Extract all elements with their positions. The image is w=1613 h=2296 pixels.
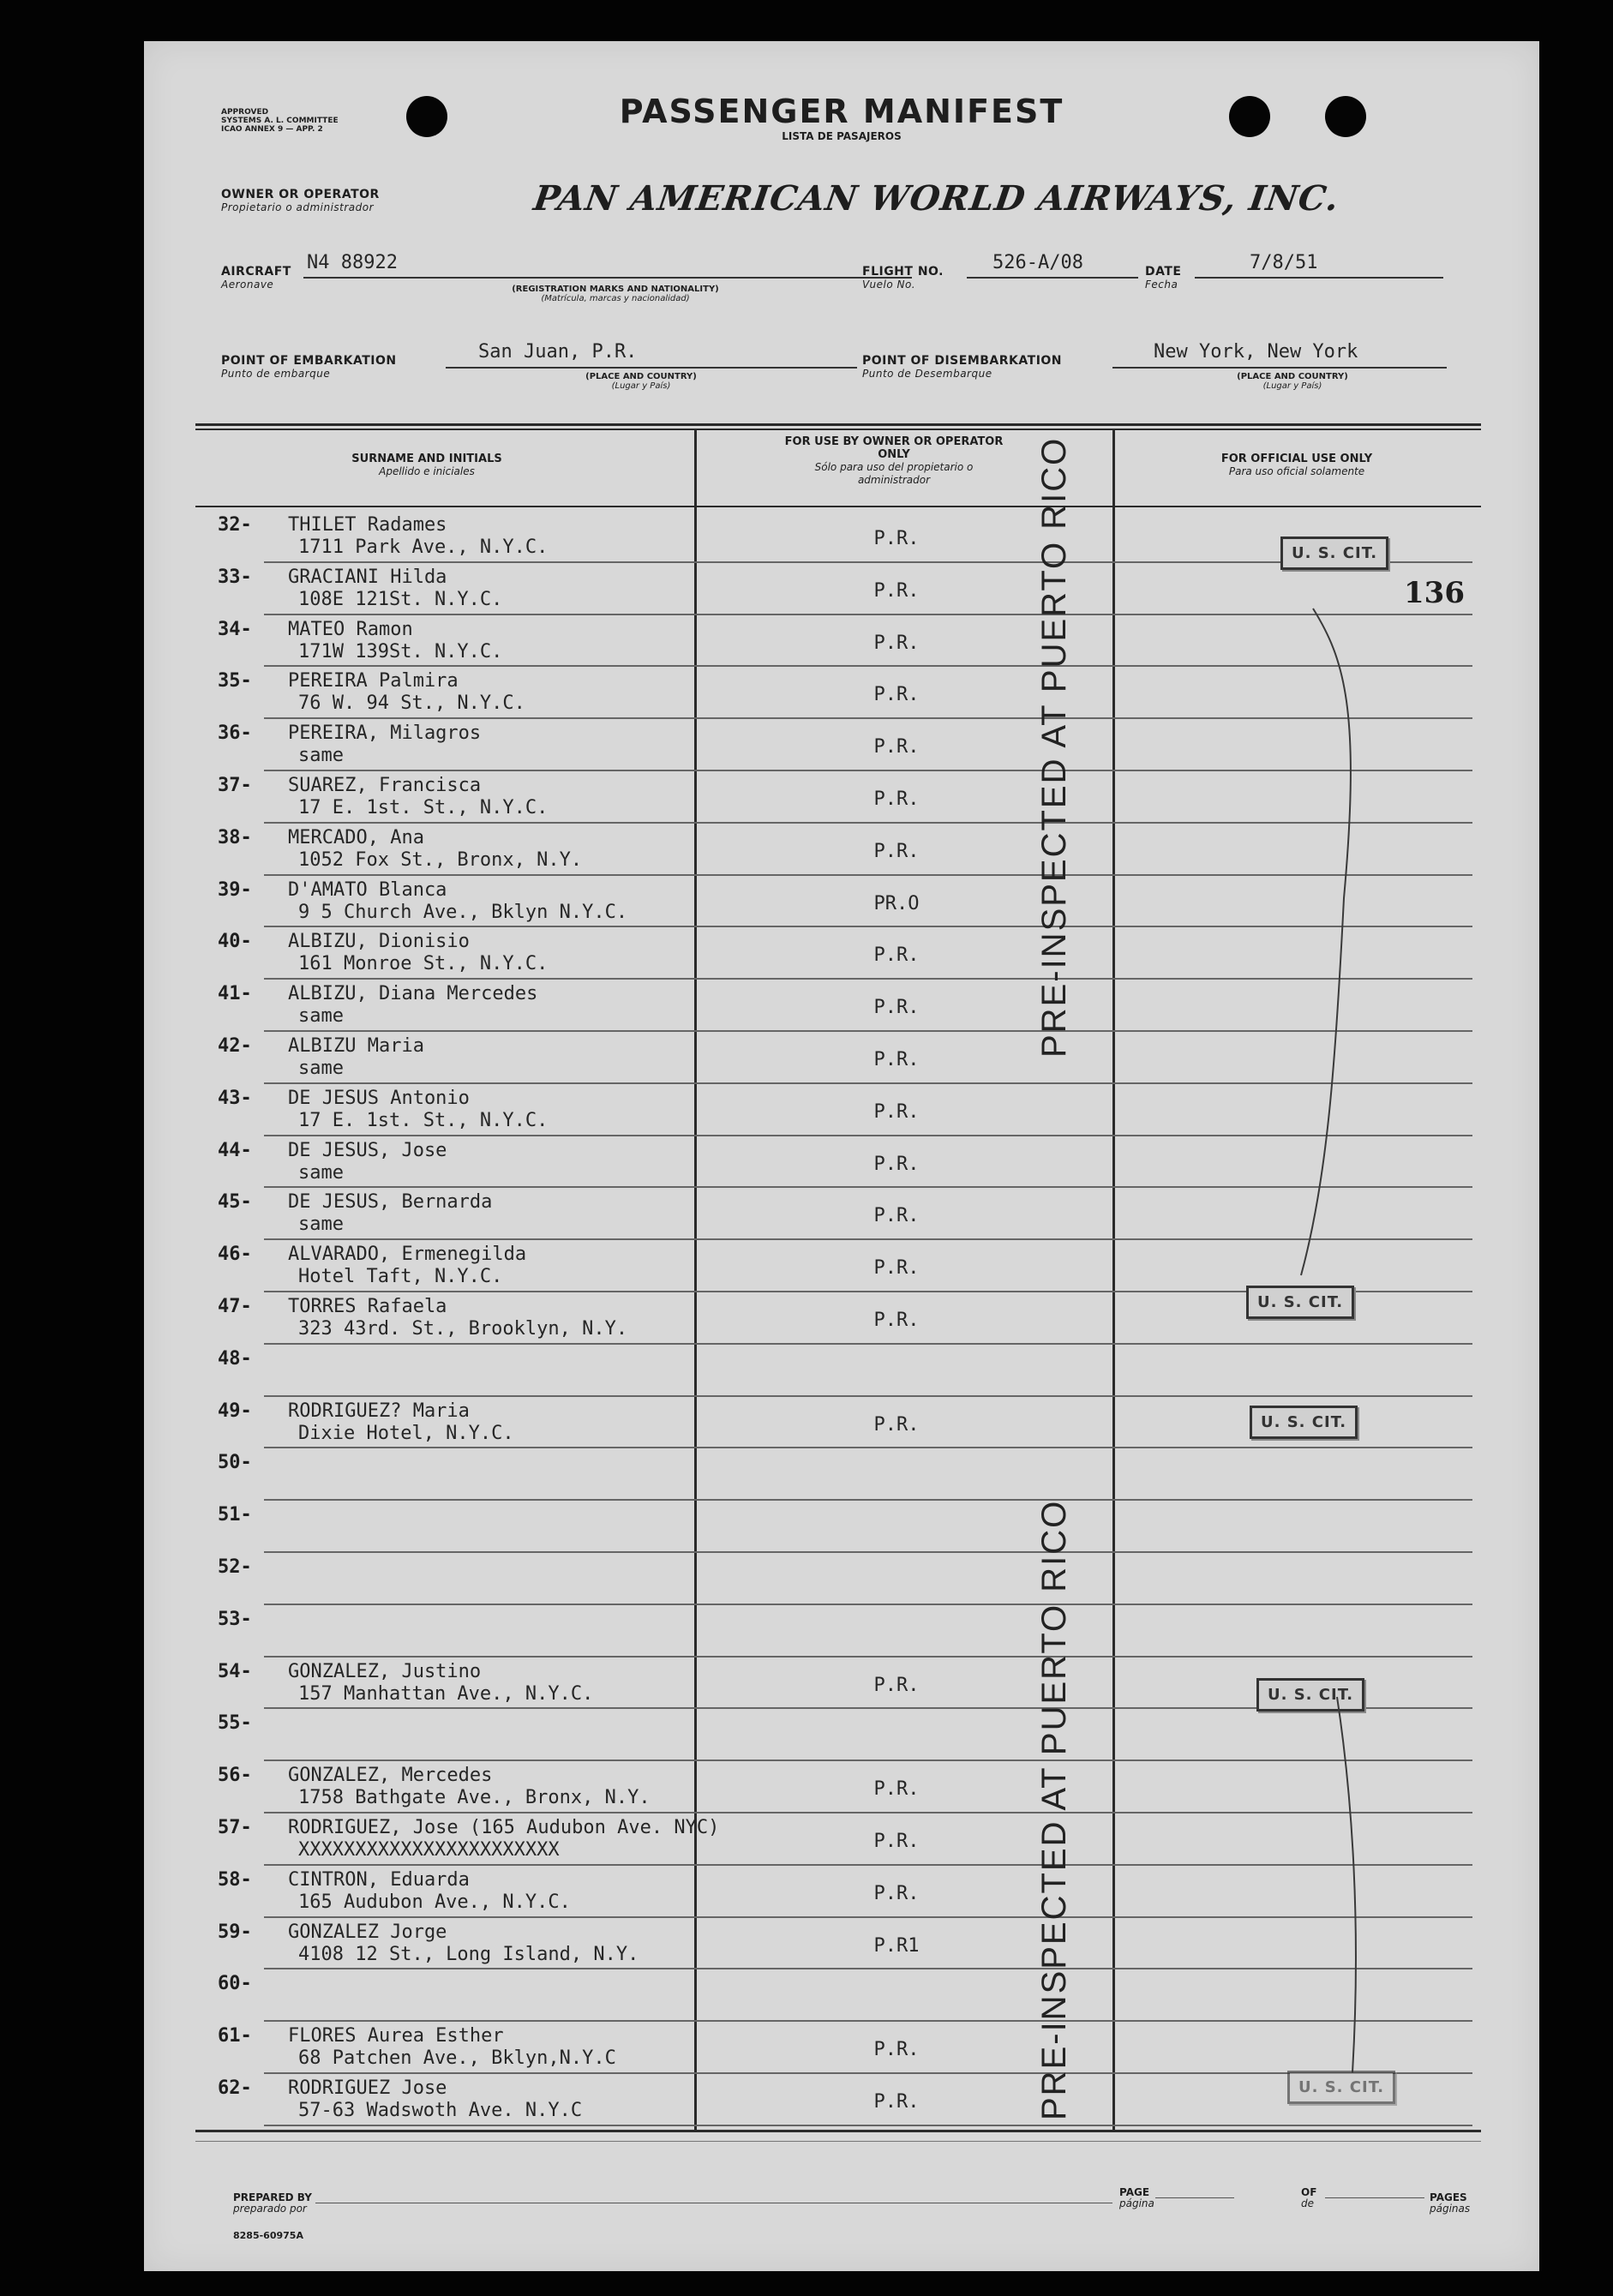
passenger-name: GONZALEZ Jorge — [288, 1921, 447, 1943]
us-cit-stamp-5: U. S. CIT. — [1287, 2071, 1395, 2104]
passenger-address: 323 43rd. St., Brooklyn, N.Y. — [298, 1318, 628, 1340]
row-number: 39- — [218, 878, 252, 901]
passenger-name: RODRIGUEZ Jose — [288, 2077, 447, 2099]
passenger-code: P.R. — [873, 944, 920, 967]
disembarkation-label: POINT OF DISEMBARKATION Punto de Desembarque — [862, 354, 1063, 380]
row-number: 61- — [218, 2025, 252, 2047]
page-label: PAGE página — [1119, 2186, 1154, 2209]
passenger-code: P.R1 — [873, 1934, 920, 1957]
us-cit-stamp-1: U. S. CIT. — [1280, 537, 1388, 570]
us-cit-stamp-3: U. S. CIT. — [1250, 1406, 1358, 1439]
preinspected-stamp-bottom: PRE-INSPECTED AT PUERTO RICO — [1035, 1499, 1073, 2120]
passenger-address: same — [298, 1214, 344, 1236]
date-value: 7/8/51 — [1250, 252, 1318, 273]
preinspected-stamp-top: PRE-INSPECTED AT PUERTO RICO — [1035, 436, 1073, 1058]
registration-note: (REGISTRATION MARKS AND NATIONALITY) (Matrícula, marcas y nacionalidad) — [512, 285, 719, 303]
row-number: 58- — [218, 1868, 252, 1891]
passenger-code: P.R. — [873, 1831, 920, 1852]
passenger-name: THILET Radames — [288, 514, 447, 536]
passenger-name: DE JESUS, Jose — [288, 1139, 447, 1161]
passenger-address: 1758 Bathgate Ave., Bronx, N.Y. — [298, 1787, 651, 1809]
passenger-code: P.R. — [873, 1153, 920, 1175]
row-number: 49- — [218, 1400, 252, 1422]
row-number: 53- — [218, 1608, 252, 1630]
row-number: 33- — [218, 566, 252, 588]
row-number: 42- — [218, 1035, 252, 1057]
row-number: 34- — [218, 618, 252, 640]
page-title: PASSENGER MANIFEST — [619, 93, 1064, 130]
passenger-address: 4108 12 St., Long Island, N.Y. — [298, 1943, 639, 1965]
embarkation-label: POINT OF EMBARKATION Punto de embarque — [221, 354, 397, 380]
owner-use-column-header: FOR USE BY OWNER OR OPERATOR ONLY Sólo para uso del propietario o administrador — [784, 435, 1004, 486]
manifest-sheet — [144, 41, 1539, 2271]
passenger-address: 161 Monroe St., N.Y.C. — [298, 953, 549, 975]
disembarkation-value: New York, New York — [1154, 341, 1358, 363]
passenger-code: P.R. — [873, 840, 920, 862]
passenger-code: P.R. — [873, 684, 920, 706]
passenger-address: 76 W. 94 St., N.Y.C. — [298, 692, 525, 715]
flight-label: FLIGHT NO. Vuelo No. — [862, 265, 944, 291]
passenger-name: FLORES Aurea Esther — [288, 2025, 504, 2047]
passenger-name: DE JESUS, Bernarda — [288, 1191, 493, 1214]
passenger-code: P.R. — [873, 579, 920, 602]
passenger-address: 108E 121St. N.Y.C. — [298, 588, 503, 610]
passenger-code: P.R. — [873, 1100, 920, 1123]
row-number: 54- — [218, 1660, 252, 1682]
row-number: 51- — [218, 1504, 252, 1526]
passenger-code: P.R. — [873, 1310, 920, 1331]
prepared-by-label: PREPARED BY preparado por — [233, 2191, 312, 2215]
row-number: 47- — [218, 1296, 252, 1317]
page-underline — [1155, 2197, 1234, 2198]
row-number: 43- — [218, 1087, 252, 1109]
embarkation-place-note: (PLACE AND COUNTRY) (Lugar y País) — [585, 372, 697, 391]
passenger-name: PEREIRA, Milagros — [288, 722, 482, 745]
passenger-code: P.R. — [873, 788, 920, 810]
passenger-address: 1052 Fox St., Bronx, N.Y. — [298, 848, 583, 871]
passenger-name: RODRIGUEZ? Maria — [288, 1400, 470, 1422]
passenger-address: same — [298, 1058, 344, 1079]
passenger-name: CINTRON, Eduarda — [288, 1868, 470, 1891]
page-subtitle: LISTA DE PASAJEROS — [782, 130, 902, 142]
row-number: 40- — [218, 931, 252, 953]
embarkation-value: San Juan, P.R. — [478, 341, 638, 363]
passenger-code: P.R. — [873, 2039, 920, 2061]
row-number: 62- — [218, 2077, 252, 2099]
aircraft-value: N4 88922 — [307, 252, 398, 273]
of-label: OF de — [1301, 2186, 1317, 2209]
row-number: 32- — [218, 514, 252, 536]
passenger-address: same — [298, 1161, 344, 1184]
passenger-code: P.R. — [873, 1049, 920, 1070]
passenger-code: P.R. — [873, 2091, 920, 2113]
passenger-code: P.R. — [873, 1778, 920, 1801]
passenger-code: P.R. — [873, 1674, 920, 1696]
us-cit-stamp-4: U. S. CIT. — [1256, 1678, 1364, 1712]
passenger-count-note: 136 — [1404, 576, 1465, 610]
footer-rule — [195, 2141, 1481, 2142]
passenger-code: P.R. — [873, 997, 920, 1019]
owner-label: OWNER OR OPERATOR Propietario o administrador — [221, 188, 380, 213]
passenger-name: PEREIRA Palmira — [288, 670, 459, 692]
disembarkation-place-note: (PLACE AND COUNTRY) (Lugar y País) — [1237, 372, 1348, 391]
row-number: 48- — [218, 1347, 252, 1370]
passenger-name: TORRES Rafaela — [288, 1296, 447, 1317]
passenger-name: GONZALEZ, Mercedes — [288, 1765, 493, 1787]
date-label: DATE Fecha — [1145, 265, 1182, 291]
official-use-column-header: FOR OFFICIAL USE ONLY Para uso oficial solamente — [1220, 453, 1373, 477]
row-number: 60- — [218, 1973, 252, 1995]
passenger-address: Hotel Taft, N.Y.C. — [298, 1266, 503, 1288]
passenger-name: ALBIZU, Dionisio — [288, 931, 470, 953]
passenger-code: P.R. — [873, 1257, 920, 1280]
row-number: 55- — [218, 1712, 252, 1735]
passenger-code: P.R. — [873, 528, 920, 549]
passenger-address: same — [298, 745, 344, 767]
passenger-code: PR.O — [873, 892, 920, 914]
row-number: 50- — [218, 1452, 252, 1474]
row-number: 44- — [218, 1139, 252, 1161]
surname-column-header: SURNAME AND INITIALS Apellido e iniciales — [351, 453, 502, 477]
passenger-address: 1711 Park Ave., N.Y.C. — [298, 537, 549, 558]
passenger-code: P.R. — [873, 1413, 920, 1436]
passenger-name: ALBIZU, Diana Mercedes — [288, 983, 538, 1005]
passenger-name: ALVARADO, Ermenegilda — [288, 1244, 527, 1266]
row-number: 35- — [218, 670, 252, 692]
row-number: 57- — [218, 1817, 252, 1838]
form-number: 8285-60975A — [233, 2230, 303, 2241]
passenger-name: RODRIGUEZ, Jose (165 Audubon Ave. NYC) — [288, 1817, 720, 1838]
flight-value: 526-A/08 — [992, 252, 1083, 273]
passenger-name: ALBIZU Maria — [288, 1035, 424, 1057]
row-number: 36- — [218, 722, 252, 745]
pages-label: PAGES páginas — [1430, 2191, 1471, 2215]
passenger-code: P.R. — [873, 632, 920, 654]
passenger-code: P.R. — [873, 736, 920, 758]
row-number: 56- — [218, 1765, 252, 1787]
row-number: 38- — [218, 826, 252, 848]
passenger-name: GRACIANI Hilda — [288, 566, 447, 588]
passenger-address: 157 Manhattan Ave., N.Y.C. — [298, 1682, 594, 1705]
passenger-address: 17 E. 1st. St., N.Y.C. — [298, 797, 549, 818]
passenger-address: XXXXXXXXXXXXXXXXXXXXXXX — [298, 1839, 560, 1861]
row-number: 59- — [218, 1921, 252, 1943]
passenger-name: SUAREZ, Francisca — [288, 775, 482, 796]
passenger-name: D'AMATO Blanca — [288, 878, 447, 901]
operator-name: PAN AMERICAN WORLD AIRWAYS, INC. — [531, 178, 1342, 219]
passenger-address: 165 Audubon Ave., N.Y.C. — [298, 1891, 571, 1913]
passenger-address: 171W 139St. N.Y.C. — [298, 640, 503, 662]
of-underline — [1325, 2197, 1424, 2198]
passenger-name: MATEO Ramon — [288, 618, 413, 640]
passenger-address: 9 5 Church Ave., Bklyn N.Y.C. — [298, 901, 628, 923]
us-cit-stamp-2: U. S. CIT. — [1246, 1286, 1354, 1319]
passenger-name: DE JESUS Antonio — [288, 1087, 470, 1109]
approval-block: APPROVED SYSTEMS A. L. COMMITTEE ICAO ANNEX 9 — APP. 2 — [221, 108, 339, 134]
passenger-address: Dixie Hotel, N.Y.C. — [298, 1422, 514, 1444]
handwritten-bracket-lines — [144, 41, 1539, 2271]
row-number: 45- — [218, 1191, 252, 1214]
passenger-code: P.R. — [873, 1882, 920, 1904]
row-number: 52- — [218, 1556, 252, 1578]
passenger-name: GONZALEZ, Justino — [288, 1660, 482, 1682]
row-number: 37- — [218, 775, 252, 796]
passenger-name: MERCADO, Ana — [288, 826, 424, 848]
row-number: 46- — [218, 1244, 252, 1266]
passenger-code: P.R. — [873, 1205, 920, 1227]
passenger-address: 68 Patchen Ave., Bklyn,N.Y.C — [298, 2047, 616, 2070]
aircraft-label: AIRCRAFT Aeronave — [221, 265, 291, 291]
passenger-address: 17 E. 1st. St., N.Y.C. — [298, 1109, 549, 1131]
passenger-address: same — [298, 1005, 344, 1028]
row-number: 41- — [218, 983, 252, 1005]
passenger-address: 57-63 Wadswoth Ave. N.Y.C — [298, 2100, 583, 2121]
